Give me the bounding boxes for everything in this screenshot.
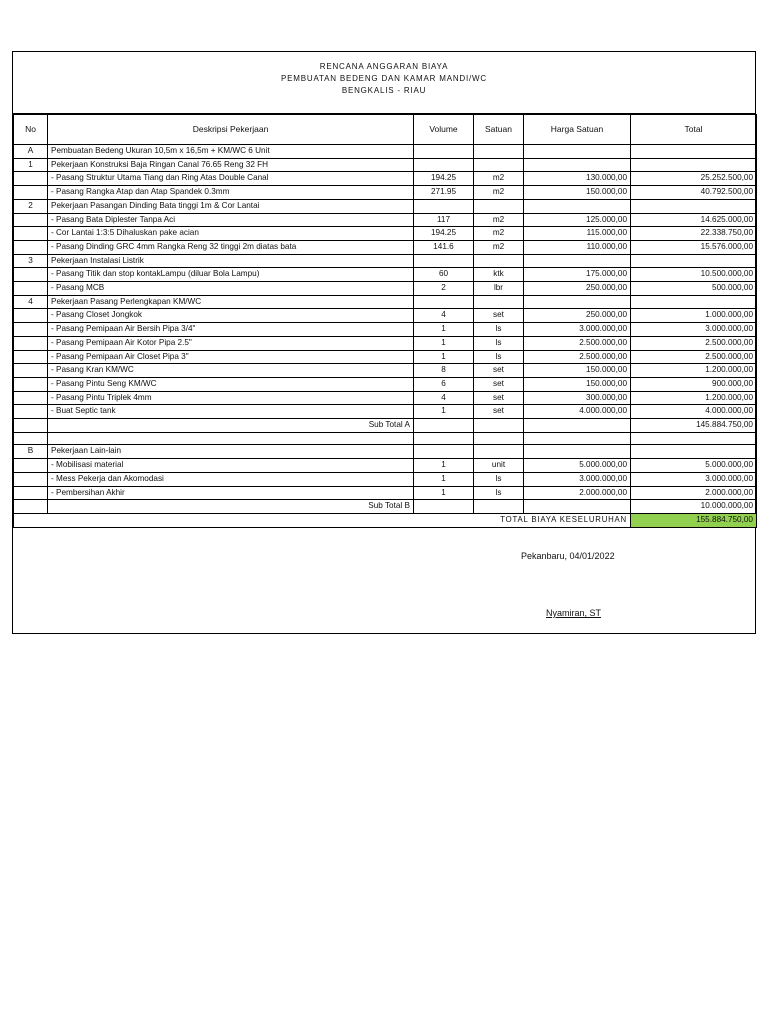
row-description: - Pasang Rangka Atap dan Atap Spandek 0.3mm [48, 186, 414, 200]
col-header-volume: Volume [414, 115, 474, 145]
row-volume: 4 [414, 309, 474, 323]
row-total: 5.000.000,00 [631, 459, 757, 473]
row-description: - Pasang Closet Jongkok [48, 309, 414, 323]
row-total [631, 158, 757, 172]
row-unit-price: 115.000,00 [524, 227, 631, 241]
row-description: - Mobilisasi material [48, 459, 414, 473]
row-unit-price: 300.000,00 [524, 391, 631, 405]
row-volume: 2 [414, 282, 474, 296]
row-no [14, 459, 48, 473]
row-total: 15.576.000,00 [631, 240, 757, 254]
row-unit-price: 2.500.000,00 [524, 336, 631, 350]
subtotal-empty [524, 419, 631, 433]
document-header [13, 52, 755, 114]
row-volume: 271.95 [414, 186, 474, 200]
table-header-row [14, 115, 757, 145]
row-unit-price: 3.000.000,00 [524, 323, 631, 337]
table-row [14, 309, 757, 323]
row-no: 1 [14, 158, 48, 172]
row-unit [474, 158, 524, 172]
table-row [14, 254, 757, 268]
row-volume: 1 [414, 350, 474, 364]
row-no [14, 309, 48, 323]
row-volume: 1 [414, 486, 474, 500]
row-unit-price: 250.000,00 [524, 282, 631, 296]
col-header-unit-price: Harga Satuan [524, 115, 631, 145]
row-unit-price: 3.000.000,00 [524, 472, 631, 486]
row-no: A [14, 145, 48, 159]
row-unit: m2 [474, 227, 524, 241]
table-row [14, 145, 757, 159]
table-row [14, 350, 757, 364]
row-total: 22.338.750,00 [631, 227, 757, 241]
row-volume: 4 [414, 391, 474, 405]
blank-cell [14, 432, 48, 445]
row-total: 1.000.000,00 [631, 309, 757, 323]
subtotal-label: Sub Total A [48, 419, 414, 433]
subtotal-empty [414, 500, 474, 514]
row-total: 900.000,00 [631, 377, 757, 391]
row-no [14, 227, 48, 241]
table-row [14, 336, 757, 350]
row-description: Pekerjaan Pasangan Dinding Bata tinggi 1m & Cor Lantai [48, 199, 414, 213]
row-description: - Pasang Pemipaan Air Closet Pipa 3" [48, 350, 414, 364]
row-unit: set [474, 377, 524, 391]
subtotal-value: 145.884.750,00 [631, 419, 757, 433]
row-no [14, 472, 48, 486]
table-row [14, 459, 757, 473]
row-volume [414, 145, 474, 159]
subtotal-empty [474, 500, 524, 514]
row-volume [414, 199, 474, 213]
row-no [14, 213, 48, 227]
row-unit-price: 130.000,00 [524, 172, 631, 186]
row-volume: 1 [414, 459, 474, 473]
table-row [14, 186, 757, 200]
row-volume: 117 [414, 213, 474, 227]
row-unit: ktk [474, 268, 524, 282]
row-volume: 1 [414, 336, 474, 350]
table-row [14, 268, 757, 282]
row-no [14, 377, 48, 391]
row-description: Pekerjaan Pasang Perlengkapan KM/WC [48, 295, 414, 309]
row-description: Pekerjaan Konstruksi Baja Ringan Canal 76.65 Reng 32 FH [48, 158, 414, 172]
blank-cell [524, 432, 631, 445]
row-unit: ls [474, 350, 524, 364]
row-description: - Pasang Pintu Triplek 4mm [48, 391, 414, 405]
table-row [14, 323, 757, 337]
row-unit [474, 199, 524, 213]
row-unit: m2 [474, 240, 524, 254]
row-unit: lbr [474, 282, 524, 296]
row-unit: ls [474, 336, 524, 350]
subtotal-a-row [14, 419, 757, 433]
row-no [14, 282, 48, 296]
table-row [14, 199, 757, 213]
table-row [14, 486, 757, 500]
row-description: Pekerjaan Instalasi Listrik [48, 254, 414, 268]
doc-subtitle: PEMBUATAN BEDENG DAN KAMAR MANDI/WC [281, 74, 487, 83]
row-volume: 1 [414, 405, 474, 419]
row-unit: set [474, 391, 524, 405]
row-unit-price: 150.000,00 [524, 186, 631, 200]
row-unit-price: 150.000,00 [524, 364, 631, 378]
row-unit: m2 [474, 172, 524, 186]
row-unit-price [524, 445, 631, 459]
subtotal-b-row [14, 500, 757, 514]
row-no [14, 268, 48, 282]
subtotal-label: Sub Total B [48, 500, 414, 514]
subtotal-value: 10.000.000,00 [631, 500, 757, 514]
row-no [14, 391, 48, 405]
row-volume: 1 [414, 472, 474, 486]
row-unit [474, 145, 524, 159]
row-description: - Buat Septic tank [48, 405, 414, 419]
row-volume [414, 158, 474, 172]
row-total: 3.000.000,00 [631, 323, 757, 337]
row-unit [474, 295, 524, 309]
table-row [14, 282, 757, 296]
row-description: - Pasang Dinding GRC 4mm Rangka Reng 32 tinggi 2m diatas bata [48, 240, 414, 254]
row-total: 2.500.000,00 [631, 336, 757, 350]
row-unit-price: 4.000.000,00 [524, 405, 631, 419]
row-volume: 141.6 [414, 240, 474, 254]
table-row [14, 391, 757, 405]
row-unit: set [474, 405, 524, 419]
row-volume [414, 254, 474, 268]
row-unit-price: 2.500.000,00 [524, 350, 631, 364]
signature-place-date: Pekanbaru, 04/01/2022 [521, 551, 615, 561]
row-total: 1.200.000,00 [631, 391, 757, 405]
row-no [14, 350, 48, 364]
row-total: 4.000.000,00 [631, 405, 757, 419]
blank-cell [474, 432, 524, 445]
row-total: 1.200.000,00 [631, 364, 757, 378]
blank-cell [414, 432, 474, 445]
table-row [14, 295, 757, 309]
budget-table [13, 114, 757, 528]
row-volume [414, 445, 474, 459]
col-header-desc: Deskripsi Pekerjaan [48, 115, 414, 145]
row-total [631, 254, 757, 268]
row-no: 3 [14, 254, 48, 268]
table-row [14, 227, 757, 241]
col-header-unit: Satuan [474, 115, 524, 145]
row-total: 2.000.000,00 [631, 486, 757, 500]
table-row [14, 405, 757, 419]
row-no [14, 336, 48, 350]
row-description: - Pasang Pintu Seng KM/WC [48, 377, 414, 391]
row-unit-price: 125.000,00 [524, 213, 631, 227]
row-no [14, 486, 48, 500]
blank-cell [48, 432, 414, 445]
row-no [14, 364, 48, 378]
row-description: - Pasang MCB [48, 282, 414, 296]
subtotal-empty [14, 500, 48, 514]
doc-location: BENGKALIS - RIAU [341, 86, 427, 95]
subtotal-empty [414, 419, 474, 433]
row-unit-price [524, 254, 631, 268]
row-volume: 194.25 [414, 172, 474, 186]
row-no [14, 405, 48, 419]
row-unit-price [524, 199, 631, 213]
row-unit-price [524, 158, 631, 172]
row-unit [474, 445, 524, 459]
blank-cell [631, 432, 757, 445]
row-unit-price [524, 145, 631, 159]
table-row [14, 172, 757, 186]
grand-total-value: 155.884.750,00 [631, 513, 757, 527]
row-no [14, 172, 48, 186]
col-header-total: Total [631, 115, 757, 145]
row-total: 500.000,00 [631, 282, 757, 296]
blank-row [14, 432, 757, 445]
row-total [631, 199, 757, 213]
row-description: - Pasang Pemipaan Air Kotor Pipa 2.5" [48, 336, 414, 350]
row-total: 10.500.000,00 [631, 268, 757, 282]
row-total [631, 145, 757, 159]
doc-title: RENCANA ANGGARAN BIAYA [319, 62, 449, 71]
row-description: - Pasang Pemipaan Air Bersih Pipa 3/4" [48, 323, 414, 337]
subtotal-empty [14, 419, 48, 433]
row-unit: ls [474, 323, 524, 337]
table-row [14, 158, 757, 172]
row-volume: 194.25 [414, 227, 474, 241]
subtotal-empty [474, 419, 524, 433]
row-no: 2 [14, 199, 48, 213]
row-unit: m2 [474, 186, 524, 200]
row-unit: set [474, 309, 524, 323]
row-volume: 1 [414, 323, 474, 337]
subtotal-empty [524, 500, 631, 514]
row-description: - Pasang Kran KM/WC [48, 364, 414, 378]
row-total [631, 295, 757, 309]
row-unit: set [474, 364, 524, 378]
row-unit-price [524, 295, 631, 309]
row-total: 14.625.000,00 [631, 213, 757, 227]
row-total: 25.252.500,00 [631, 172, 757, 186]
row-no: B [14, 445, 48, 459]
row-volume [414, 295, 474, 309]
row-unit-price: 110.000,00 [524, 240, 631, 254]
row-description: - Pasang Struktur Utama Tiang dan Ring Atas Double Canal [48, 172, 414, 186]
grand-total-label: TOTAL BIAYA KESELURUHAN [14, 513, 631, 527]
row-no [14, 240, 48, 254]
row-total: 2.500.000,00 [631, 350, 757, 364]
row-description: Pekerjaan Lain-lain [48, 445, 414, 459]
row-unit-price: 150.000,00 [524, 377, 631, 391]
row-unit [474, 254, 524, 268]
row-unit-price: 2.000.000,00 [524, 486, 631, 500]
row-description: - Pembersihan Akhir [48, 486, 414, 500]
row-volume: 6 [414, 377, 474, 391]
table-row [14, 364, 757, 378]
table-row [14, 445, 757, 459]
row-no: 4 [14, 295, 48, 309]
row-unit-price: 5.000.000,00 [524, 459, 631, 473]
table-row [14, 472, 757, 486]
row-no [14, 186, 48, 200]
row-description: - Cor Lantai 1:3:5 Dihaluskan pake acian [48, 227, 414, 241]
row-description: Pembuatan Bedeng Ukuran 10,5m x 16,5m + KM/WC 6 Unit [48, 145, 414, 159]
row-volume: 8 [414, 364, 474, 378]
budget-sheet [12, 51, 756, 634]
table-row [14, 377, 757, 391]
signature-name: Nyamiran, ST [546, 608, 602, 618]
table-row [14, 213, 757, 227]
row-total: 3.000.000,00 [631, 472, 757, 486]
row-no [14, 323, 48, 337]
row-unit-price: 250.000,00 [524, 309, 631, 323]
row-volume: 60 [414, 268, 474, 282]
row-unit: unit [474, 459, 524, 473]
row-unit: m2 [474, 213, 524, 227]
row-unit-price: 175.000,00 [524, 268, 631, 282]
row-unit: ls [474, 486, 524, 500]
row-description: - Mess Pekerja dan Akomodasi [48, 472, 414, 486]
table-row [14, 240, 757, 254]
grand-total-row [14, 513, 757, 527]
col-header-no: No [14, 115, 48, 145]
row-description: - Pasang Titik dan stop kontakLampu (diluar Bola Lampu) [48, 268, 414, 282]
row-unit: ls [474, 472, 524, 486]
row-total [631, 445, 757, 459]
row-description: - Pasang Bata Diplester Tanpa Aci [48, 213, 414, 227]
row-total: 40.792.500,00 [631, 186, 757, 200]
